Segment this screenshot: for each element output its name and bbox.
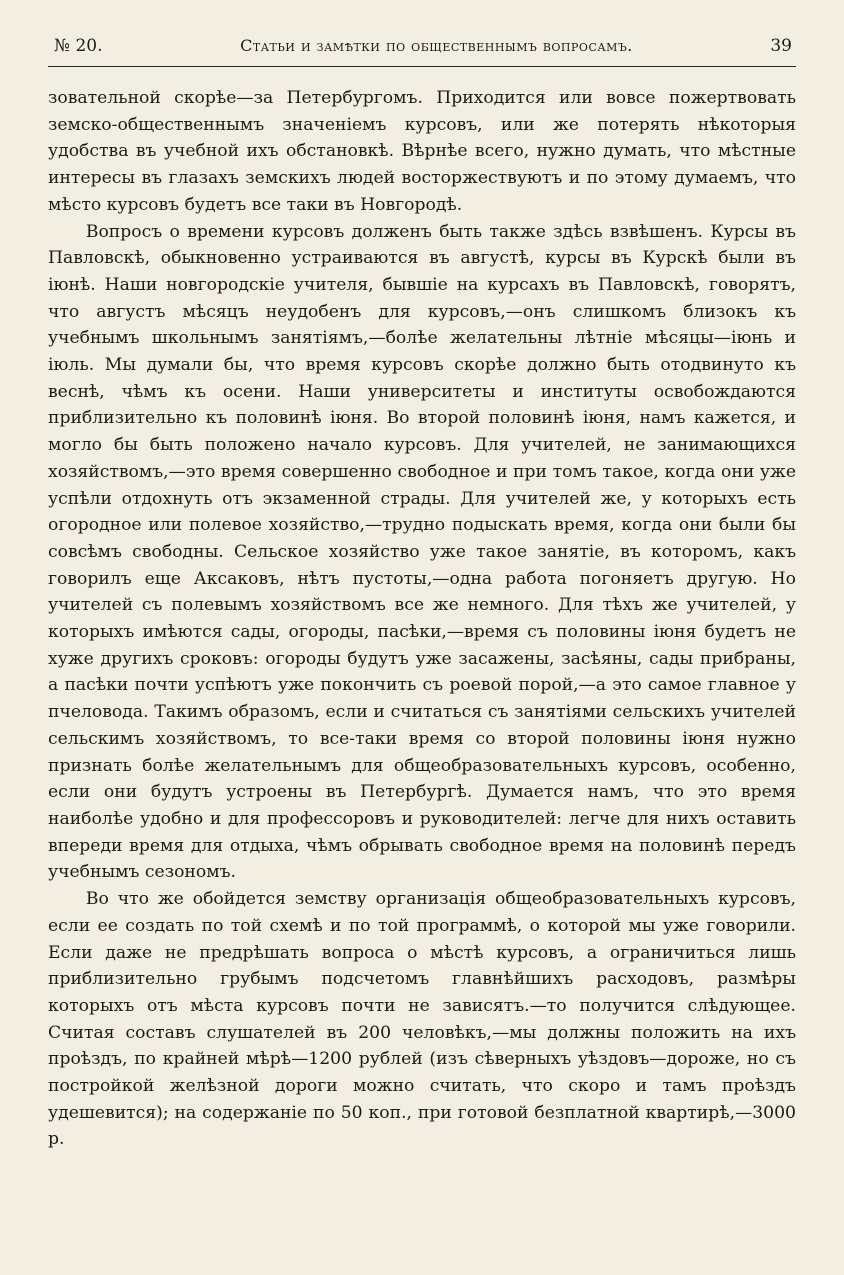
body-text	[48, 85, 796, 1153]
section-title: Статьи и замѣтки по общественнымъ вопросамъ.	[240, 36, 633, 55]
paragraph-1: зовательной скорѣе—за Петербургомъ. Приходится или вовсе пожертвовать земско-общественнымъ значеніемъ курсовъ, или же потерять нѣкоторыя удобства въ учебной ихъ обстановкѣ. Вѣрнѣе всего, нужно думать, что мѣстные интересы въ глазахъ земскихъ людей восторжествуютъ и по этому думаемъ, что мѣсто курсовъ будетъ все таки въ Новгородѣ.	[48, 88, 796, 215]
running-header	[48, 32, 796, 67]
paragraph-3: Во что же обойдется земству организація общеобразовательныхъ курсовъ, если ее создать по той схемѣ и по той программѣ, о которой мы уже говорили. Если даже не предрѣшать вопроса о мѣстѣ курсовъ, а ограничиться лишь приблизительно грубымъ подсчетомъ главнѣйшихъ расходовъ, размѣры которыхъ отъ мѣста курсовъ почти не зависятъ.—то получится слѣдующее. Считая составъ слушателей въ 200 человѣкъ,—мы должны положить на ихъ проѣздъ, по крайней мѣрѣ—1200 рублей (изъ сѣверныхъ уѣздовъ—дороже, но съ постройкой желѣзной дороги можно считать, что скоро и тамъ проѣздъ удешевится); на содержаніе по 50 коп., при готовой безплатной квартирѣ,—3000 р.	[48, 889, 796, 1150]
page-number: 39	[770, 36, 792, 56]
issue-number: № 20.	[54, 36, 103, 56]
paragraph-2: Вопросъ о времени курсовъ долженъ быть также здѣсь взвѣшенъ. Курсы въ Павловскѣ, обыкновенно устраиваются въ августѣ, курсы въ Курскѣ были въ іюнѣ. Наши новгородскіе учителя, бывшіе на курсахъ въ Павловскѣ, говорятъ, что августъ мѣсяцъ неудобенъ для курсовъ,—онъ слишкомъ близокъ къ учебнымъ школьнымъ занятіямъ,—болѣе желательны лѣтніе мѣсяцы—іюнь и іюль. Мы думали бы, что время курсовъ скорѣе должно быть отодвинуто къ веснѣ, чѣмъ къ осени. Наши университеты и институты освобождаются приблизительно къ половинѣ іюня. Во второй половинѣ іюня, намъ кажется, и могло бы быть положено начало курсовъ. Для учителей, не занимающихся хозяйствомъ,—это время совершенно свободное и при томъ такое, когда они уже успѣли отдохнуть отъ экзаменной страды. Для учителей же, у которыхъ есть огородное или полевое хозяйство,—трудно подыскать время, когда они были бы совсѣмъ свободны. Сельское хозяйство уже такое занятіе, въ которомъ, какъ говорилъ еще Аксаковъ, нѣтъ пустоты,—одна работа погоняетъ другую. Но учителей съ полевымъ хозяйствомъ все же немного. Для тѣхъ же учителей, у которыхъ имѣются сады, огороды, пасѣки,—время съ половины іюня будетъ не хуже другихъ сроковъ: огороды будутъ уже засажены, засѣяны, сады прибраны, а пасѣки почти успѣютъ уже покончить съ роевой порой,—а это самое главное у пчеловода. Такимъ образомъ, если и считаться съ занятіями сельскихъ учителей сельскимъ хозяйствомъ, то все-таки время со второй половины іюня нужно признать болѣе желательнымъ для общеобразовательныхъ курсовъ, особенно, если они будутъ устроены въ Петербургѣ. Думается намъ, что это время наиболѣе удобно и для профессоровъ и руководителей: легче для нихъ оставить впереди время для отдыха, чѣмъ обрывать свободное время на половинѣ передъ учебнымъ сезономъ.	[48, 221, 796, 883]
